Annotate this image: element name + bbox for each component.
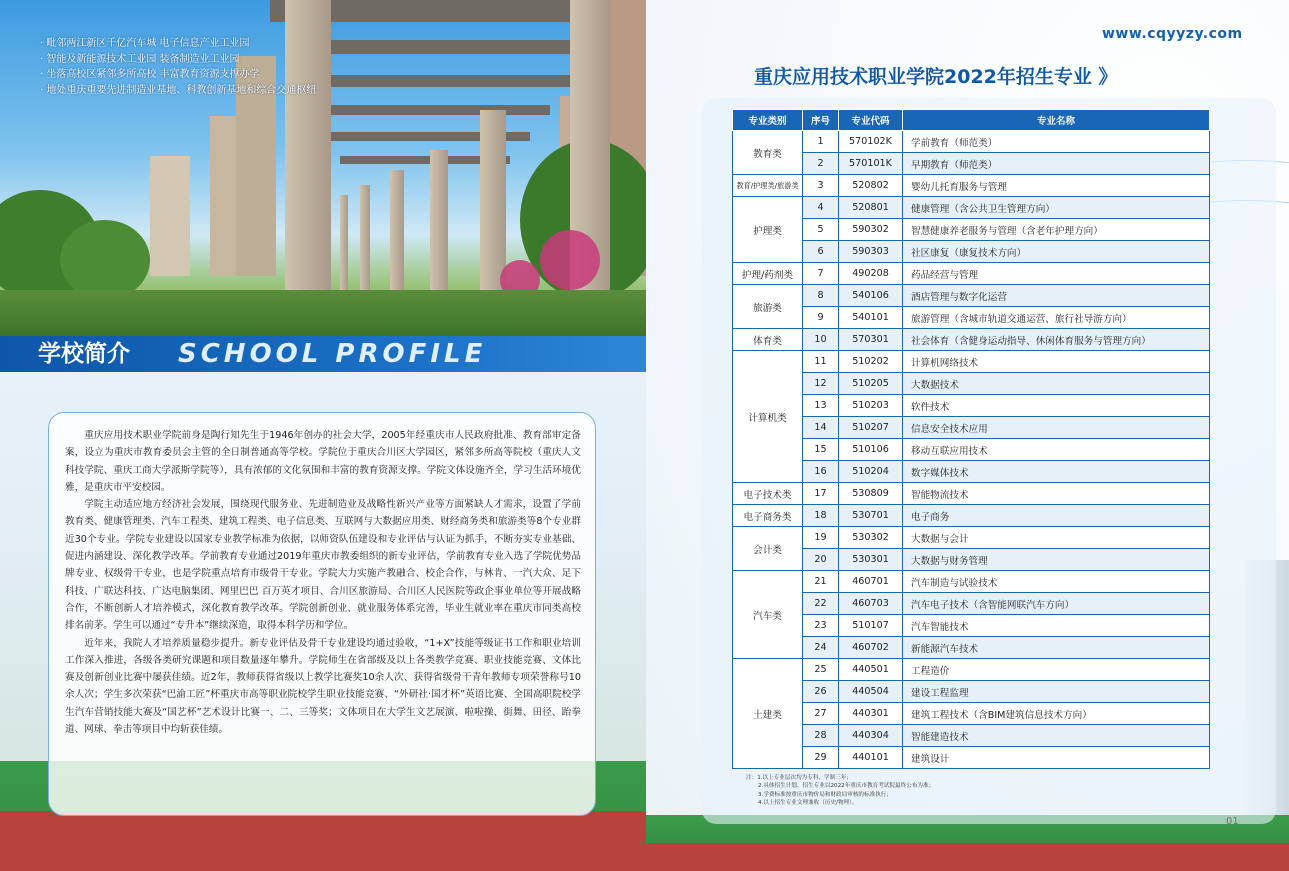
- index-cell: 6: [803, 241, 839, 263]
- header-name: 专业名称: [903, 110, 1210, 131]
- code-cell: 590303: [839, 241, 903, 263]
- code-cell: 570102K: [839, 131, 903, 153]
- table-row: [733, 571, 1210, 593]
- table-row: [733, 747, 1210, 769]
- header-code: 专业代码: [839, 110, 903, 131]
- footnote: 4.以上招生专业文理兼收（历史/物理）。: [758, 800, 858, 807]
- major-name-cell: 大数据技术: [903, 373, 1210, 395]
- major-name-cell: 信息安全技术应用: [903, 417, 1210, 439]
- table-row: [733, 703, 1210, 725]
- major-name-cell: 计算机网络技术: [903, 351, 1210, 373]
- table-row: [733, 263, 1210, 285]
- table-row: [733, 175, 1210, 197]
- major-name-cell: 大数据与会计: [903, 527, 1210, 549]
- major-name-cell: 智能建造技术: [903, 725, 1210, 747]
- major-name-cell: 建筑工程技术（含BIM建筑信息技术方向）: [903, 703, 1210, 725]
- table-row: [733, 439, 1210, 461]
- index-cell: 5: [803, 219, 839, 241]
- table-row: [733, 681, 1210, 703]
- code-cell: 440304: [839, 725, 903, 747]
- code-cell: 530301: [839, 549, 903, 571]
- index-cell: 24: [803, 637, 839, 659]
- table-row: [733, 615, 1210, 637]
- table-body: [733, 131, 1210, 769]
- code-cell: 530701: [839, 505, 903, 527]
- index-cell: 22: [803, 593, 839, 615]
- table-row: [733, 131, 1210, 153]
- highlight-item: · 坐落高校区紧邻多所高校 丰富教育资源支撑办学: [40, 69, 260, 80]
- highlight-item: · 地处重庆重要先进制造业基地、科教创新基地和综合交通枢纽: [40, 84, 317, 96]
- major-name-cell: 健康管理（含公共卫生管理方向）: [903, 197, 1210, 219]
- category-cell: 体育类: [733, 329, 803, 351]
- index-cell: 28: [803, 725, 839, 747]
- major-name-cell: 电子商务: [903, 505, 1210, 527]
- majors-table: [732, 109, 1210, 769]
- code-cell: 530809: [839, 483, 903, 505]
- index-cell: 11: [803, 351, 839, 373]
- major-name-cell: 药品经营与管理: [903, 263, 1210, 285]
- category-cell: 教育类: [733, 131, 803, 175]
- code-cell: 510204: [839, 461, 903, 483]
- table-row: [733, 153, 1210, 175]
- major-name-cell: 婴幼儿托育服务与管理: [903, 175, 1210, 197]
- index-cell: 18: [803, 505, 839, 527]
- major-name-cell: 社会体育（含健身运动指导、休闲体育服务与管理方向）: [903, 329, 1210, 351]
- major-name-cell: 社区康复（康复技术方向）: [903, 241, 1210, 263]
- major-name-cell: 移动互联应用技术: [903, 439, 1210, 461]
- intro-paragraph: 学院主动适应地方经济社会发展，围绕现代服务业、先进制造业及战略性新兴产业等方面紧缺人才需求，设置了学前教育类、健康管理类、汽车工程类、建筑工程类、电子信息类、互联网与大数据应用类、财经商务类和旅游类等8个专业群近30个专业。学院专业建设以国家专业教学标准为依据，以师资队伍建设和专业评估与认证为抓手，不断夯实专业基础、促进内涵建设、深化教学改革。学前教育专业通过2019年重庆市教委组织的新专业评估，学前教育专业入选了学院优势品牌专业、权级骨干专业，也是学院重点培育市级骨干专业。学院大力实施产教融合、校企合作，与林肯、一汽大众、足下科技、广联达科技、广达电脑集团、网里巴巴 百万英才项目、合川区旅游局、合川区人民医院等政企事业单位等开展战略合作，不断创新人才培养模式，深化教育教学改革。学院创新创业、就业服务体系完善，毕业生就业率在重庆市同类高校排名前茅。学生可以通过“专升本”继续深造，取得本科学历和学位。: [65, 499, 581, 632]
- index-cell: 23: [803, 615, 839, 637]
- header-index: 序号: [803, 110, 839, 131]
- code-cell: 440301: [839, 703, 903, 725]
- website-url[interactable]: www.cqyyzy.com: [1102, 26, 1243, 42]
- footnote: 注：1.以上专业层次均为专科，学制三年；: [746, 775, 853, 781]
- index-cell: 1: [803, 131, 839, 153]
- code-cell: 530302: [839, 527, 903, 549]
- index-cell: 20: [803, 549, 839, 571]
- header-category: 专业类别: [733, 110, 803, 131]
- intro-paragraph: 近年来，我院人才培养质量稳步提升。新专业评估及骨干专业建设均通过验收，“1+X”技能等级证书工作和职业培训工作深入推进，各级各类研究课题和项目数量逐年攀升。学院师生在省部级及以上各类教学竞赛、职业技能竞赛、文体比赛及创新创业比赛中屡获佳绩。近2年，教师获得省级以上教学比赛奖10余人次、获得省级骨干青年教师专项荣誉称号10余人次；学生多次荣获“巴渝工匠”杯重庆市高等职业院校学生职业技能竞赛、“外研社·国才杯”英语比赛、全国高职院校学生汽车营销技能大赛及“国艺杯”艺术设计比赛一、二、三等奖；文体项目在大学生文艺展演、啦啦操、街舞、田径、跆拳道、网球、拳击等项目中均斩获佳绩。: [65, 637, 581, 736]
- index-cell: 4: [803, 197, 839, 219]
- category-cell: 会计类: [733, 527, 803, 571]
- major-name-cell: 智能物流技术: [903, 483, 1210, 505]
- code-cell: 510207: [839, 417, 903, 439]
- table-row: [733, 725, 1210, 747]
- school-intro-box: [48, 412, 596, 816]
- major-name-cell: 学前教育（师范类）: [903, 131, 1210, 153]
- table-row: [733, 461, 1210, 483]
- table-row: [733, 527, 1210, 549]
- table-row: [733, 417, 1210, 439]
- category-cell: 护理/药剂类: [733, 263, 803, 285]
- right-page: [646, 0, 1289, 871]
- intro-paragraph: 重庆应用技术职业学院前身是陶行知先生于1946年创办的社会大学，2005年经重庆市人民政府批准、教育部审定备案，设立为重庆市教育委员会主管的全日制普通高等学校。学院位于重庆合川区大学园区，紧邻多所高等院校（重庆人文科技学院、重庆工商大学派斯学院等），具有浓郁的文化氛围和丰富的教育资源支撑。学院文体设施齐全，学习生活环境优雅，是重庆市平安校园。: [65, 430, 581, 493]
- footnote: 3.学费标准按重庆市物价局和财政局审核的标准执行；: [758, 791, 892, 798]
- code-cell: 520802: [839, 175, 903, 197]
- table-row: [733, 307, 1210, 329]
- major-name-cell: 汽车电子技术（含智能网联汽车方向）: [903, 593, 1210, 615]
- major-name-cell: 工程造价: [903, 659, 1210, 681]
- code-cell: 440101: [839, 747, 903, 769]
- index-cell: 12: [803, 373, 839, 395]
- category-cell: 电子技术类: [733, 483, 803, 505]
- index-cell: 14: [803, 417, 839, 439]
- footnotes: [746, 774, 1166, 808]
- table-row: [733, 285, 1210, 307]
- footnote: 2.具体招生计划、招生专业以2022年重庆市教育考试院最终公布为准；: [758, 783, 935, 790]
- index-cell: 8: [803, 285, 839, 307]
- index-cell: 15: [803, 439, 839, 461]
- index-cell: 7: [803, 263, 839, 285]
- code-cell: 510106: [839, 439, 903, 461]
- location-highlights: [40, 36, 316, 98]
- table-header-row: [733, 110, 1210, 131]
- code-cell: 460701: [839, 571, 903, 593]
- major-name-cell: 大数据与财务管理: [903, 549, 1210, 571]
- code-cell: 540101: [839, 307, 903, 329]
- index-cell: 10: [803, 329, 839, 351]
- table-row: [733, 593, 1210, 615]
- code-cell: 510205: [839, 373, 903, 395]
- major-name-cell: 智慧健康养老服务与管理（含老年护理方向）: [903, 219, 1210, 241]
- index-cell: 26: [803, 681, 839, 703]
- category-cell: 教育/护理类/旅游类: [733, 175, 803, 197]
- highlight-item: · 毗邻两江新区千亿汽车城 电子信息产业工业园: [40, 38, 250, 49]
- major-name-cell: 软件技术: [903, 395, 1210, 417]
- enrollment-title: 重庆应用技术职业学院2022年招生专业 》: [754, 66, 1118, 88]
- table-row: [733, 483, 1210, 505]
- code-cell: 570101K: [839, 153, 903, 175]
- major-name-cell: 早期教育（师范类）: [903, 153, 1210, 175]
- table-row: [733, 351, 1210, 373]
- category-cell: 电子商务类: [733, 505, 803, 527]
- table-row: [733, 505, 1210, 527]
- index-cell: 27: [803, 703, 839, 725]
- major-name-cell: 建筑设计: [903, 747, 1210, 769]
- highlight-item: · 智能及新能源技术工业园 装备制造业工业园: [40, 53, 240, 65]
- table-row: [733, 373, 1210, 395]
- table-row: [733, 197, 1210, 219]
- code-cell: 540106: [839, 285, 903, 307]
- code-cell: 510202: [839, 351, 903, 373]
- table-row: [733, 549, 1210, 571]
- section-title-en: SCHOOL PROFILE: [178, 339, 487, 369]
- category-cell: 土建类: [733, 659, 803, 769]
- index-cell: 13: [803, 395, 839, 417]
- table-row: [733, 241, 1210, 263]
- index-cell: 17: [803, 483, 839, 505]
- section-title-bar: [0, 336, 646, 372]
- index-cell: 21: [803, 571, 839, 593]
- code-cell: 440504: [839, 681, 903, 703]
- running-track: [646, 843, 1289, 871]
- category-cell: 汽车类: [733, 571, 803, 659]
- major-name-cell: 酒店管理与数字化运营: [903, 285, 1210, 307]
- major-name-cell: 汽车制造与试验技术: [903, 571, 1210, 593]
- table-row: [733, 329, 1210, 351]
- table-row: [733, 395, 1210, 417]
- category-cell: 护理类: [733, 197, 803, 263]
- running-track: [0, 811, 646, 871]
- major-name-cell: 建设工程监理: [903, 681, 1210, 703]
- code-cell: 460703: [839, 593, 903, 615]
- category-cell: 计算机类: [733, 351, 803, 483]
- index-cell: 3: [803, 175, 839, 197]
- index-cell: 2: [803, 153, 839, 175]
- category-cell: 旅游类: [733, 285, 803, 329]
- table-row: [733, 219, 1210, 241]
- code-cell: 570301: [839, 329, 903, 351]
- index-cell: 19: [803, 527, 839, 549]
- code-cell: 510203: [839, 395, 903, 417]
- table-row: [733, 637, 1210, 659]
- code-cell: 490208: [839, 263, 903, 285]
- code-cell: 460702: [839, 637, 903, 659]
- major-name-cell: 数字媒体技术: [903, 461, 1210, 483]
- table-row: [733, 659, 1210, 681]
- code-cell: 440501: [839, 659, 903, 681]
- section-title-cn: 学校简介: [38, 341, 130, 367]
- code-cell: 590302: [839, 219, 903, 241]
- page-number: 01: [1226, 816, 1239, 827]
- index-cell: 16: [803, 461, 839, 483]
- major-name-cell: 汽车智能技术: [903, 615, 1210, 637]
- code-cell: 510107: [839, 615, 903, 637]
- code-cell: 520801: [839, 197, 903, 219]
- index-cell: 29: [803, 747, 839, 769]
- major-name-cell: 新能源汽车技术: [903, 637, 1210, 659]
- major-name-cell: 旅游管理（含城市轨道交通运营、旅行社导游方向）: [903, 307, 1210, 329]
- index-cell: 9: [803, 307, 839, 329]
- index-cell: 25: [803, 659, 839, 681]
